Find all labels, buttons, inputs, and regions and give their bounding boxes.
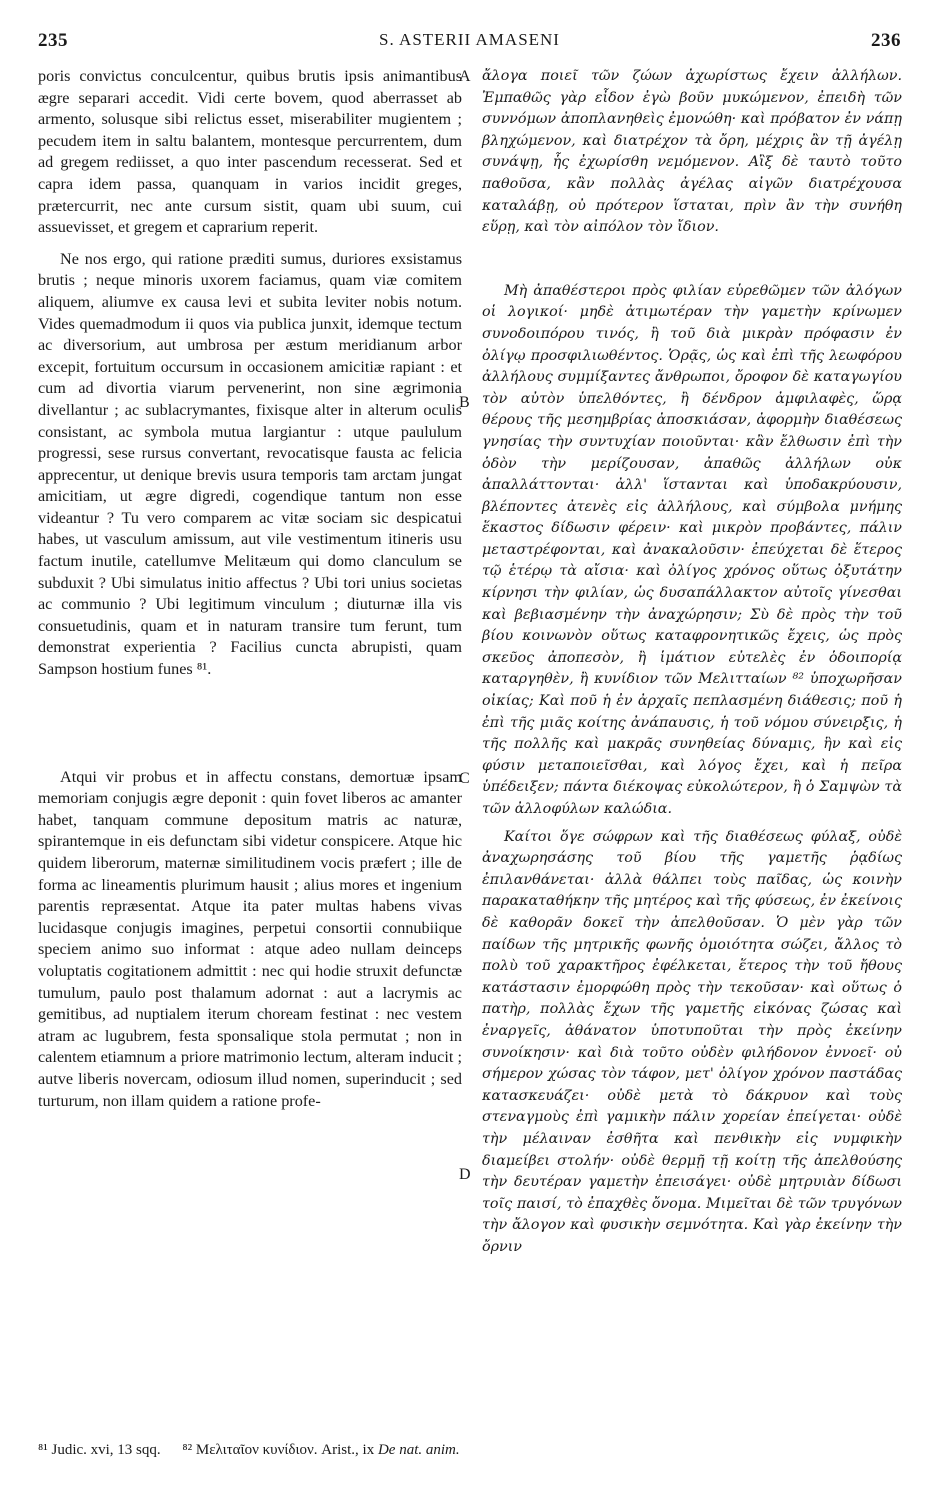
footnotes (38, 1440, 901, 1460)
greek-column (482, 66, 902, 1258)
section-marker-c: C (459, 770, 470, 787)
footnote-82-reference: De nat. anim. (377, 1442, 460, 1458)
latin-paragraph-3: Atqui vir probus et in affectu constans, demortuæ ipsam memoriam conjugis ægre deponit : quin fovet liberos ac amanter habet, tanquam commune depositum matris ac naturæ, spirantemque in eis defunctam sibi videtur conspicere. Atque hic quidem liberorum, maternæ similitudinem vocis præfert ; ille de forma ac lineamentis plurimum hausit ; alius mores et ingenium parentis repræsentat. Atque ita pater multas habens vivas lucidasque conjugis imagines, perpetui consortii connubiique speciem animo suo informat : atque adeo nullam deinceps voluptatis cogitationem admittit : nec qui hodie struxit defunctæ tumulum, paulo post thalamum adornat : aut a lacrymis ac gemitibus, ad nuptialem iterum choream festinat : nec vestem atram ac lugubrem, festa sponsalique stola permutat ; non in calentem etiamnum a priore matrimonio lectum, alteram inducit ; autve liberis novercam, odiosum illud nomen, superinducit ; sed turturum, non illam quidem a ratione profe- (38, 767, 462, 1110)
page-number-left: 235 (38, 30, 68, 51)
latin-column (38, 66, 462, 1112)
running-header (38, 30, 901, 60)
latin-paragraph-1: poris convictus conculcentur, quibus brutis ipsis animantibus ægre separari accedit. Vidi certe bovem, quod aberrasset ab armento, solusque sibi relictus esset, miserabiliter mugientem ; pecudem item in saltu balantem, montesque percurrentem, dum ad gregem rediisset, a quo inter pascendum recesserat. Sed et capra idem passa, quanquam in varios incidit greges, prætercurrit, nec ante cursum sistit, quam ubi suum, cui assuevisset, et gregem et caprarium reperit. (38, 67, 462, 237)
footnote-82-text: ⁸² Μελιταῖον κυνίδιον. Arist., ix (182, 1442, 375, 1458)
page-number-right: 236 (871, 30, 901, 51)
latin-paragraph-2: Ne nos ergo, qui ratione præditi sumus, duriores exsistamus brutis ; neque minoris uxorem faciamus, quam viæ comitem aliquem, aliumve ex causa levi et subita leviter nobis notum. Vides quemadmodum ii quos via publica junxit, idemque tectum ac diversorium, aut umbrosa per æstum meridianum arbor excepit, fortuitum occursum in occasionem amicitiæ rapiant : et cum ad divortia viarum pervenerint, non sine ægrimonia divellantur ; ac sublacrymantes, fixisque alter in alterum oculis consistant, ac symbola mutua largiantur : utque paululum progressi, sese rursus convertant, revocatisque fausta ac felicia apprecentur, ut denique brevis usura temporis tam arctam jungat amicitiam, ut ægre digredi, cogendique tantum non esse videantur ? Tu vero comparem ac vitæ sociam sic despicatui habes, ut vasculum amissum, aut vile vestimentum itineris usu factum inutile, catellumve Melitæum qui domo clanculum se subduxit ? Ubi simulatus initio affectus ? Ubi tori unius societas ac communio ? Ubi legitimum vinculum ; diuturnæ illa vis consuetudinis, quam et in naturam transire tum ferunt, tum demonstrat experientia ? Facilius cuncta abrupisti, quam Sampson hostium funes ⁸¹. (38, 249, 462, 679)
section-marker-b: B (459, 394, 470, 411)
greek-paragraph-1: ἄλογα ποιεῖ τῶν ζώων ἀχωρίστως ἔχειν ἀλλήλων. Ἐμπαθῶς γὰρ εἶδον ἐγὼ βοῦν μυκώμενον, ἐπειδὴ τῶν συννόμων ἀποπλανηθεὶς ἐμονώθη· καὶ πρόβατον ἐν νάπῃ βληχώμενον, καὶ διατρέχον τὰ ὄρη, μέχρις ἂν τῇ ἀγέλῃ συνάψῃ, ἧς ἐχωρίσθη νεμόμενον. Αἲξ δὲ ταυτὸ τοῦτο παθοῦσα, κἂν πολλὰς ἀγέλας αἰγῶν διατρέχουσα καταλάβῃ, οὐ πρότερον ἵσταται, πρὶν ἂν τὴν συνήθη εὕρῃ, καὶ τὸν αἰπόλον τὸν ἴδιον. (482, 68, 902, 236)
running-title: S. ASTERII AMASENI (379, 30, 560, 49)
footnote-81: ⁸¹ Judic. xvi, 13 sqq. (38, 1442, 161, 1458)
section-marker-d: D (459, 1166, 471, 1183)
greek-paragraph-3: Καίτοι ὅγε σώφρων καὶ τῆς διαθέσεως φύλαξ, οὐδὲ ἀναχωρησάσης τοῦ βίου τῆς γαμετῆς ῥᾳδίως ἐπιλανθάνεται· ἀλλὰ θάλπει τοὺς παῖδας, ὡς κοινὴν παρακαταθήκην τῆς μητέρος καὶ τῆς φύσεως, ἐν ἐκείνοις δὲ καθορᾶν δοκεῖ τὴν ἀπελθοῦσαν. Ὁ μὲν γὰρ τῶν παίδων τῆς μητρικῆς φωνῆς ὁμοιότητα σώζει, ἄλλος τὸ πολὺ τοῦ χαρακτῆρος ἐφέλκεται, ἕτερος τὴν τοῦ ἤθους κατάστασιν ἐμορφώθη πρὸς τὴν τεκοῦσαν· καὶ οὕτως ὁ πατὴρ, πολλὰς ἔχων τῆς γαμετῆς εἰκόνας ζώσας καὶ ἐναργεῖς, ἀθάνατον ὑποτυποῦται τὴν πρὸς ἐκείνην συνοίκησιν· καὶ διὰ τοῦτο οὐδὲν φιλήδονον ἐννοεῖ· οὐ σήμερον χώσας τὸν τάφον, μετ' ὀλίγον χρόνον παστάδας κατασκευάζει· οὐδὲ μετὰ τὸ δάκρυον καὶ τοὺς στεναγμοὺς ἐπὶ γαμικὴν πάλιν χορείαν ἐπείγεται· οὐδὲ τὴν μέλαιναν ἐσθῆτα καὶ πενθικὴν εἰς νυμφικὴν διαμείβει στολήν· οὐδὲ θερμῇ τῇ κοίτῃ τῆς ἀπελθούσης τὴν δευτέραν γαμετὴν ἐπεισάγει· οὐδὲ μητρυιὰν δίδωσι τοῖς παισί, τὸ ἐπαχθὲς ὄνομα. Μιμεῖται δὲ τῶν τρυγόνων τὴν ἄλογον καὶ φυσικὴν σεμνότητα. Καὶ γὰρ ἐκείνην τὴν ὄρνιν (482, 828, 902, 1255)
section-marker-a: A (459, 68, 471, 85)
greek-paragraph-2: Μὴ ἀπαθέστεροι πρὸς φιλίαν εὑρεθῶμεν τῶν ἀλόγων οἱ λογικοί· μηδὲ ἀτιμωτέραν τὴν γαμετὴν κρίνωμεν συνοδοιπόρου τινός, ἢ τοῦ διὰ μικρὰν πρόφασιν ἐν ὀλίγῳ προσφιλιωθέντος. Ὁρᾷς, ὡς καὶ ἐπὶ τῆς λεωφόρου ἀλλήλους συμμίξαντες ἄνθρωποι, ὄροφον δὲ καταγωγίου τὸν αὐτὸν ὑπελθόντες, ἢ δένδρον ἀμφιλαφὲς, ὥρᾳ θέρους τῆς μεσημβρίας ἀποσκιάσαν, ἀφορμὴν διαθέσεως γνησίας τὴν συντυχίαν ποιοῦνται· κἂν ἔλθωσιν ἐπὶ τὴν ὁδὸν τὴν μερίζουσαν, ἀπαθῶς ἀλλήλων οὐκ ἀπαλλάττονται· ἀλλ' ἵστανται καὶ ὑποδακρύουσιν, βλέποντες ἀτενὲς εἰς ἀλλήλους, καὶ σύμβολα μνήμης ἕκαστος δίδωσιν φέρειν· καὶ μικρὸν προβάντες, πάλιν μεταστρέφονται, καὶ ἀνακαλοῦσιν· ἐπεύχεται δὲ ἕτερος τῷ ἑτέρῳ τὰ αἴσια· καὶ ὀλίγος χρόνος οὕτως ὀξυτάτην κίρνησι τὴν φιλίαν, ὡς δυσαπάλλακτον αὐτοῖς γίνεσθαι καὶ βεβιασμένην τὴν ἀναχώρησιν; Σὺ δὲ πρὸς τὴν τοῦ βίου κοινωνὸν οὕτως καταφρονητικῶς ἔχεις, ὡς πρὸς σκεῦος ἀποπεσὸν, ἢ ἱμάτιον εὐτελὲς ἐν ὁδοιπορίᾳ καταργηθὲν, ἢ κυνίδιον τῶν Μελιτταίων ⁸² ὑποχωρῆσαν οἰκίας; Καὶ ποῦ ἡ ἐν ἀρχαῖς πεπλασμένη διάθεσις; ποῦ ἡ ἐπὶ τῆς μιᾶς κοίτης ἀνάπαυσις, ἡ τοῦ νόμου σύνειρξις, ἡ τῆς πολλῆς καὶ μακρᾶς συνηθείας δύναμις, ἣν καὶ εἰς φύσιν μεταποιεῖσθαι, καὶ λόγος ἔχει, καὶ ἡ πεῖρα ὑπέδειξεν; πάντα διέκοψας εὐκολώτερον, ἢ ὁ Σαμψὼν τὰ τῶν ἀλλοφύλων καλώδια. (482, 282, 902, 817)
